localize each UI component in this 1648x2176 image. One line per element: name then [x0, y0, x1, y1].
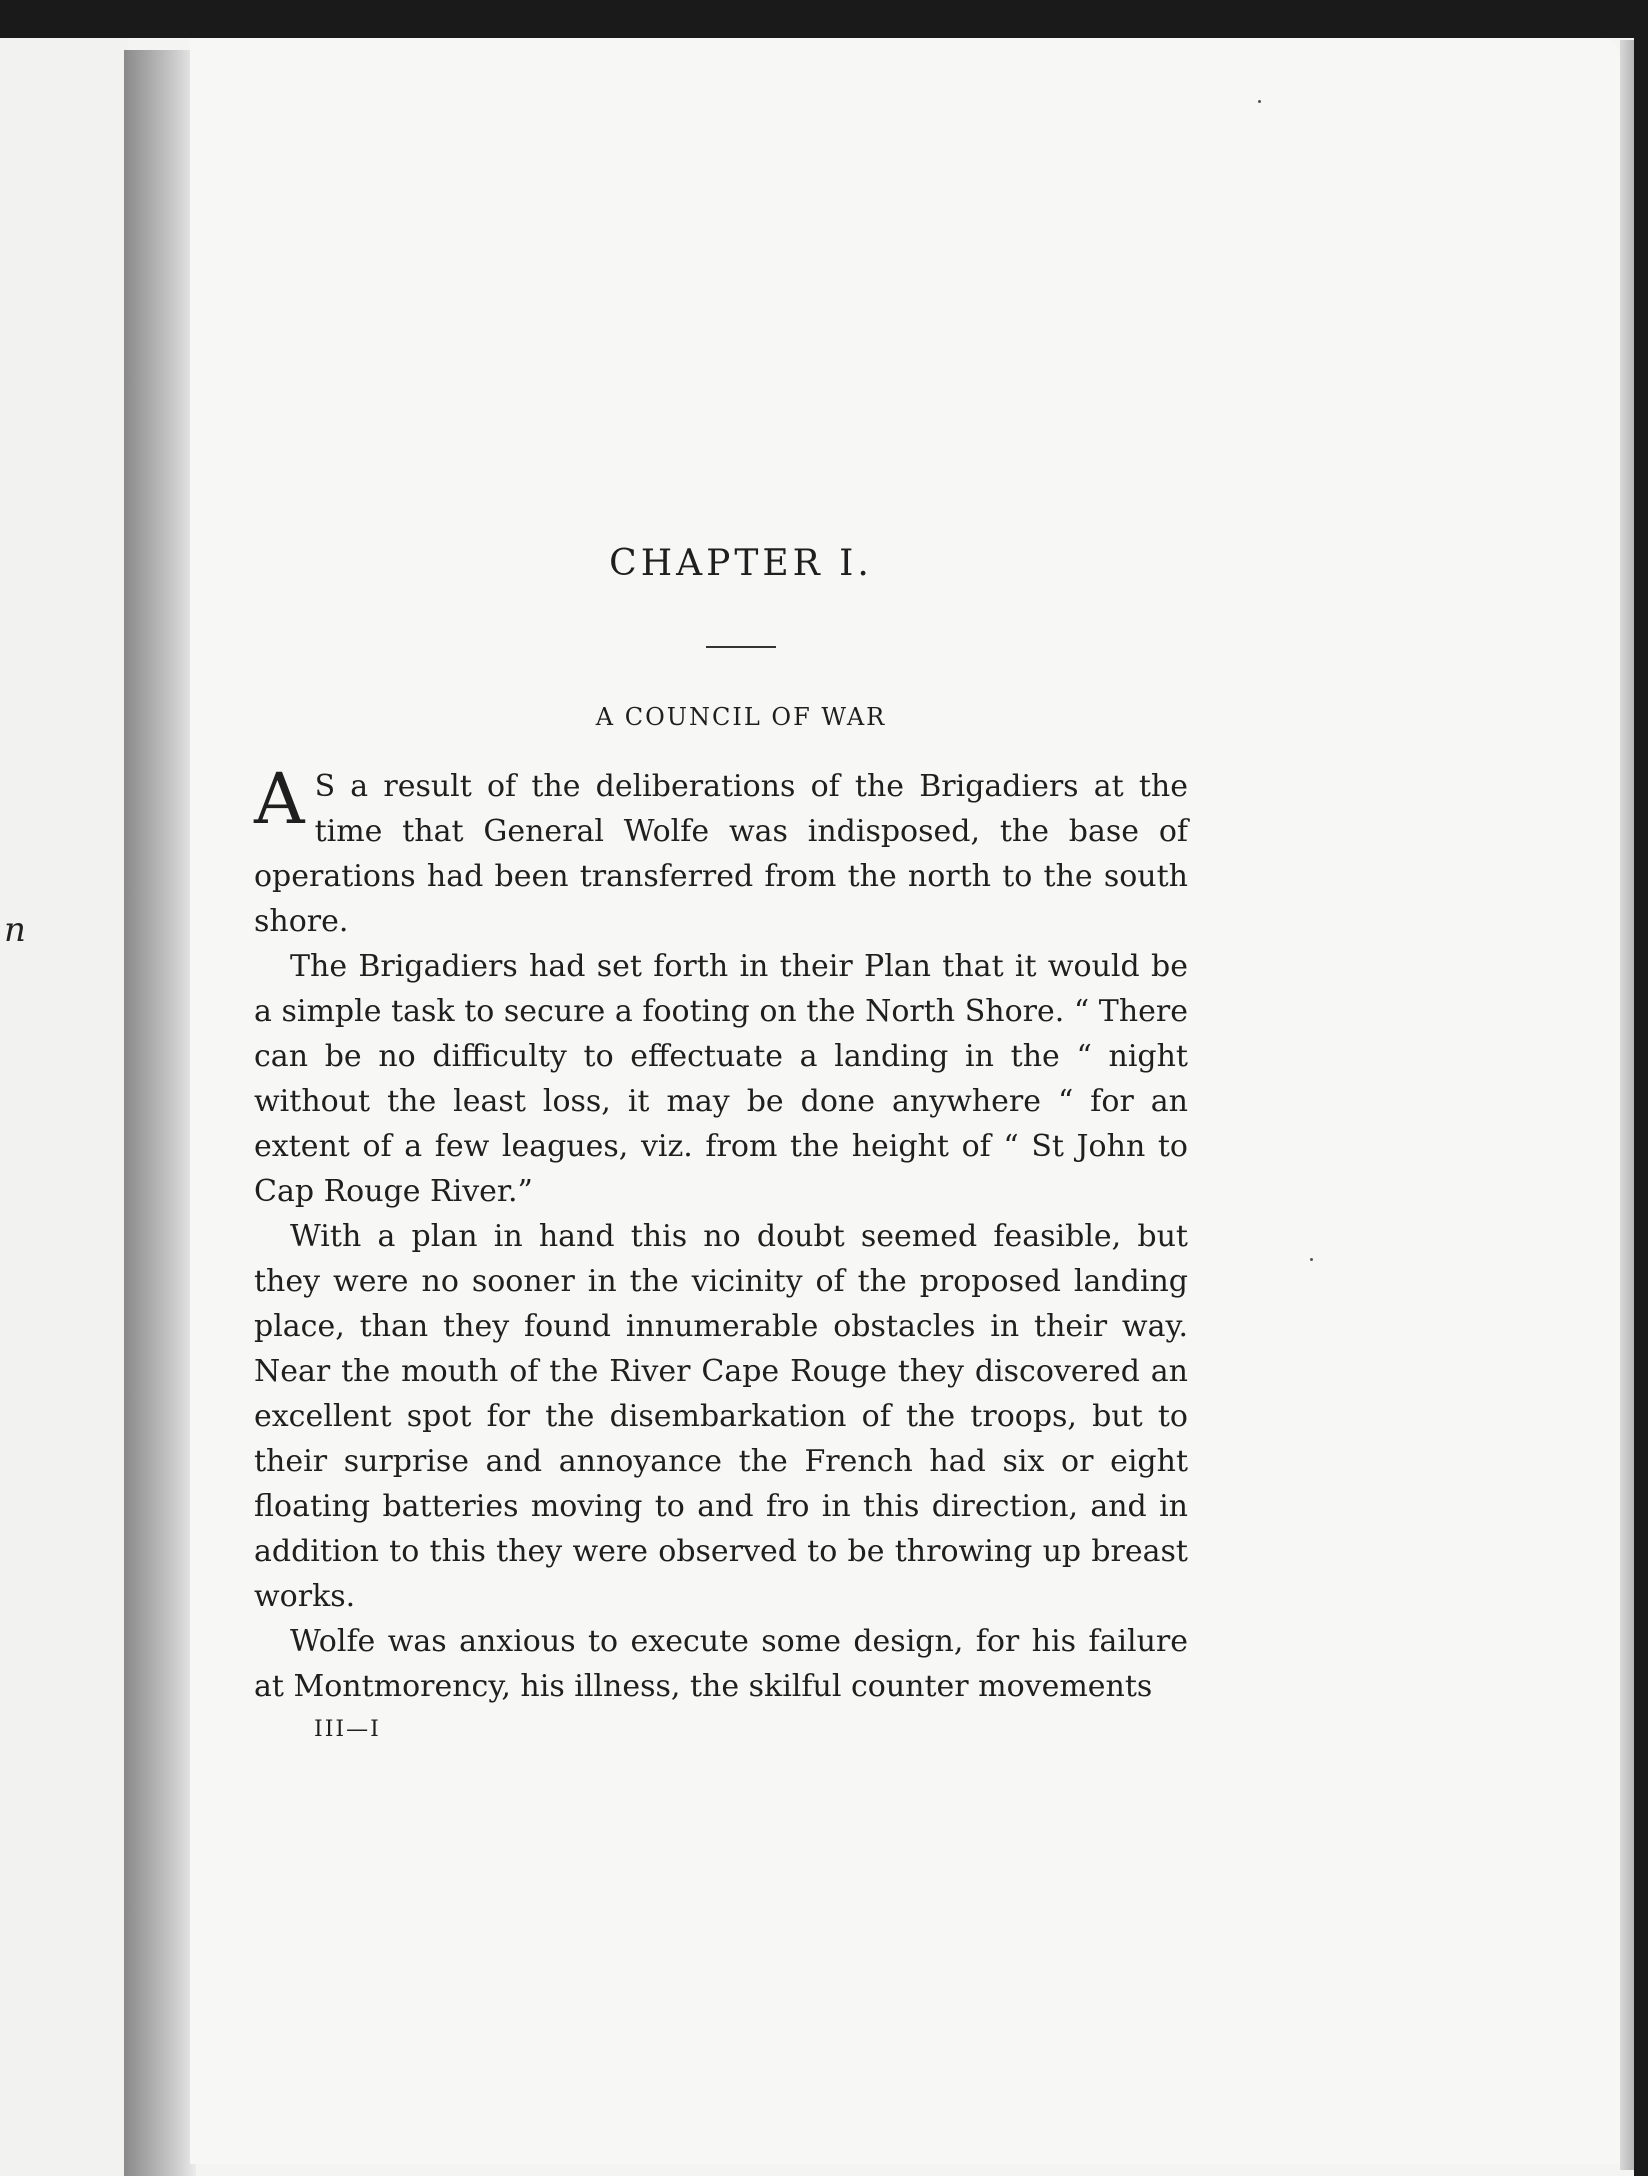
paragraph-1-text: S a result of the deliberations of the Brigadiers at the time that General Wolfe was indisposed, the base of operations had been transferred from the north to the south shore.: [254, 769, 1188, 939]
title-rule: [706, 646, 776, 648]
paragraph-1: [254, 758, 1188, 944]
previous-page-edge: [0, 38, 128, 2176]
drop-cap: A: [254, 758, 305, 840]
paragraph-2: The Brigadiers had set forth in their Plan that it would be a simple task to secure a footing on the North Shore. “ There can be no difficulty to effectuate a landing in the “ night without the least loss, it may be done anywhere “ for an extent of a few leagues, viz. from the height of “ St John to Cap Rouge River.”: [254, 949, 1188, 1209]
page-edge: [1620, 40, 1634, 2170]
scan-top-border: [0, 0, 1648, 38]
book-gutter-shadow: [124, 50, 196, 2176]
section-title: A COUNCIL OF WAR: [595, 703, 887, 731]
paragraph-3: With a plan in hand this no doubt seemed feasible, but they were no sooner in the vicinity of the proposed landing place, than they found innumerable obstacles in their way. Near the mouth of the River Cape Rouge they discovered an excellent spot for the disembarkation of the troops, but to their surprise and annoyance the French had six or eight floating batteries moving to and fro in this direction, and in addition to this they were observed to be throwing up breast works.: [254, 1219, 1188, 1614]
paper-speck: [1258, 100, 1261, 103]
paragraph-4: Wolfe was anxious to execute some design, for his failure at Montmorency, his illness, the skilful counter movements: [254, 1624, 1188, 1704]
chapter-title: CHAPTER I.: [609, 543, 873, 584]
scan-right-border: [1634, 0, 1648, 2176]
page-text-block: [254, 540, 1188, 1742]
signature-mark: III—I: [314, 1717, 381, 1742]
paper-speck: [1310, 1258, 1313, 1261]
previous-page-text-fragment: n: [4, 910, 26, 950]
